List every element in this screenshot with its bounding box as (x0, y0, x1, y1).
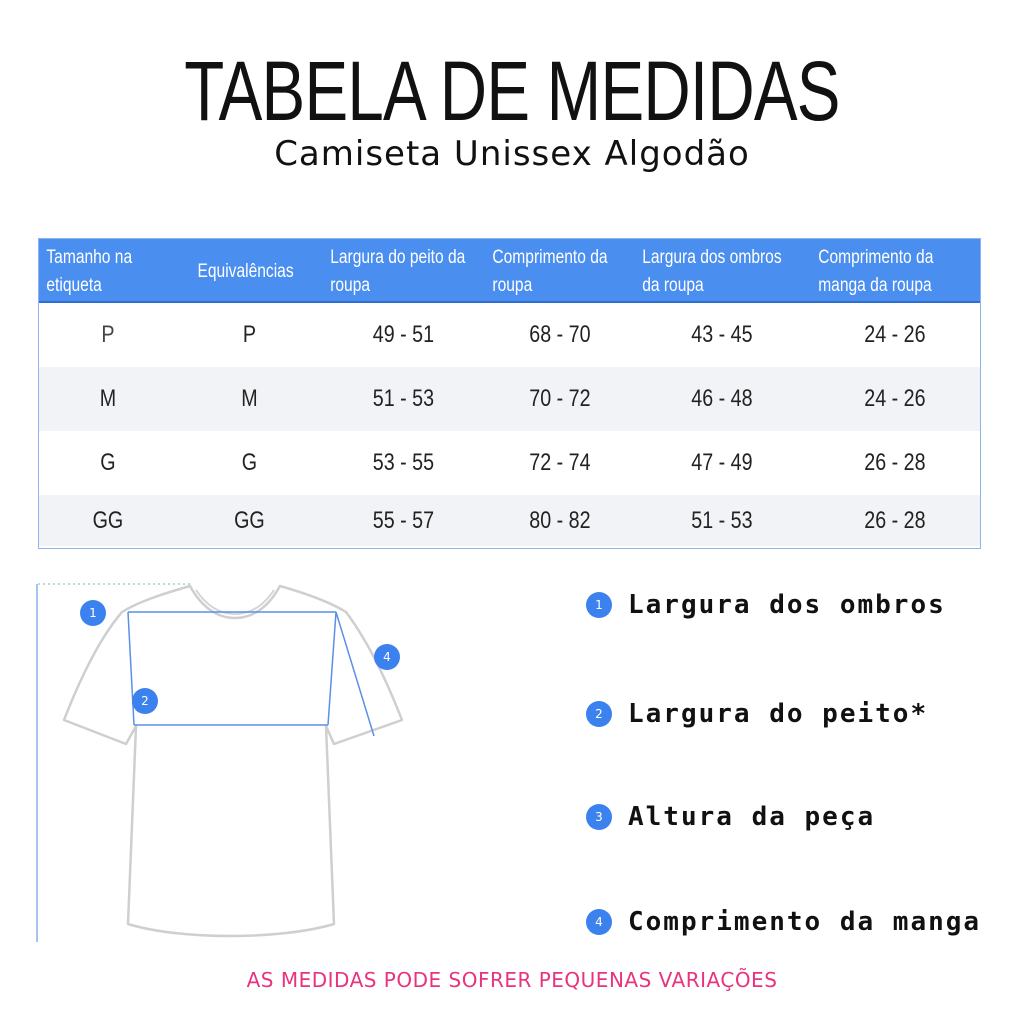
table-cell: GG (233, 506, 265, 534)
table-cell: M (241, 385, 258, 412)
marker-number: 2 (141, 694, 149, 708)
table-cell: 53 - 55 (372, 449, 434, 476)
table-cell: GG (92, 506, 124, 534)
header-comprimento-manga (810, 239, 949, 301)
footer-note: AS MEDIDAS PODE SOFRER PEQUENAS VARIAÇÕES (246, 968, 778, 992)
header-line: Comprimento da (818, 247, 934, 268)
table-row (39, 367, 980, 431)
tshirt-outline-icon (30, 580, 430, 950)
number-badge: 2 (586, 701, 612, 727)
table-cell: 51 - 53 (691, 506, 753, 534)
page-subtitle: Camiseta Unissex Algodão (274, 134, 750, 174)
header-line: Largura do peito da (329, 247, 465, 268)
table-cell: G (241, 449, 257, 476)
table-cell: 80 - 82 (528, 506, 591, 534)
table-cell: P (242, 321, 256, 348)
header-equivalencias (177, 239, 296, 301)
table-cell: 43 - 45 (691, 321, 753, 348)
table-cell: 49 - 51 (372, 321, 434, 348)
tshirt-diagram (30, 580, 430, 950)
number-badge: 1 (586, 592, 612, 618)
table-cell: 26 - 28 (864, 506, 926, 534)
legend-item (586, 907, 981, 937)
table-cell: 47 - 49 (691, 449, 753, 476)
table-cell: M (99, 385, 117, 412)
header-line: Largura dos ombros (642, 247, 782, 268)
header-line: roupa (329, 275, 370, 296)
header-line: da roupa (642, 275, 705, 296)
table-cell: 46 - 48 (691, 385, 753, 412)
header-comprimento (485, 239, 608, 301)
table-row (39, 431, 980, 495)
table-header (39, 239, 980, 303)
header-line: Equivalências (197, 261, 294, 282)
number-badge: 3 (586, 804, 612, 830)
marker-2-badge (132, 688, 158, 714)
marker-1-badge (80, 600, 106, 626)
table-cell: 55 - 57 (372, 506, 434, 534)
header-line: roupa (491, 275, 532, 296)
table-cell: 26 - 28 (864, 449, 926, 476)
header-largura-peito (322, 239, 465, 301)
table-cell: 70 - 72 (528, 385, 591, 412)
legend-item (586, 802, 875, 832)
table-cell: P (101, 321, 115, 348)
marker-number: 1 (89, 606, 97, 620)
table-cell: 72 - 74 (528, 449, 591, 476)
table-row (39, 495, 980, 546)
legend-label: Largura do peito* (628, 699, 929, 729)
measurement-legend (586, 580, 1006, 960)
header-line: Tamanho na (46, 247, 133, 268)
table-cell: 24 - 26 (864, 385, 926, 412)
legend-label: Largura dos ombros (628, 590, 946, 620)
number-badge: 4 (586, 909, 612, 935)
size-table (38, 238, 981, 549)
legend-label: Altura da peça (628, 802, 876, 832)
header-line: manga da roupa (818, 275, 932, 296)
header-line: Comprimento da (491, 247, 608, 268)
legend-label: Comprimento da manga (628, 907, 982, 937)
legend-item (586, 590, 946, 620)
header-tamanho (39, 239, 152, 301)
table-cell: 51 - 53 (372, 385, 434, 412)
marker-4-badge (374, 644, 400, 670)
table-cell: G (100, 449, 116, 476)
header-line: etiqueta (46, 275, 102, 296)
table-cell: 68 - 70 (528, 321, 591, 348)
header-largura-ombros (634, 239, 782, 301)
table-row (39, 303, 980, 367)
legend-item (586, 699, 928, 729)
page-title: TABELA DE MEDIDAS (184, 44, 840, 138)
table-cell: 24 - 26 (864, 321, 926, 348)
marker-number: 4 (383, 650, 391, 664)
tshirt-body (64, 586, 402, 936)
